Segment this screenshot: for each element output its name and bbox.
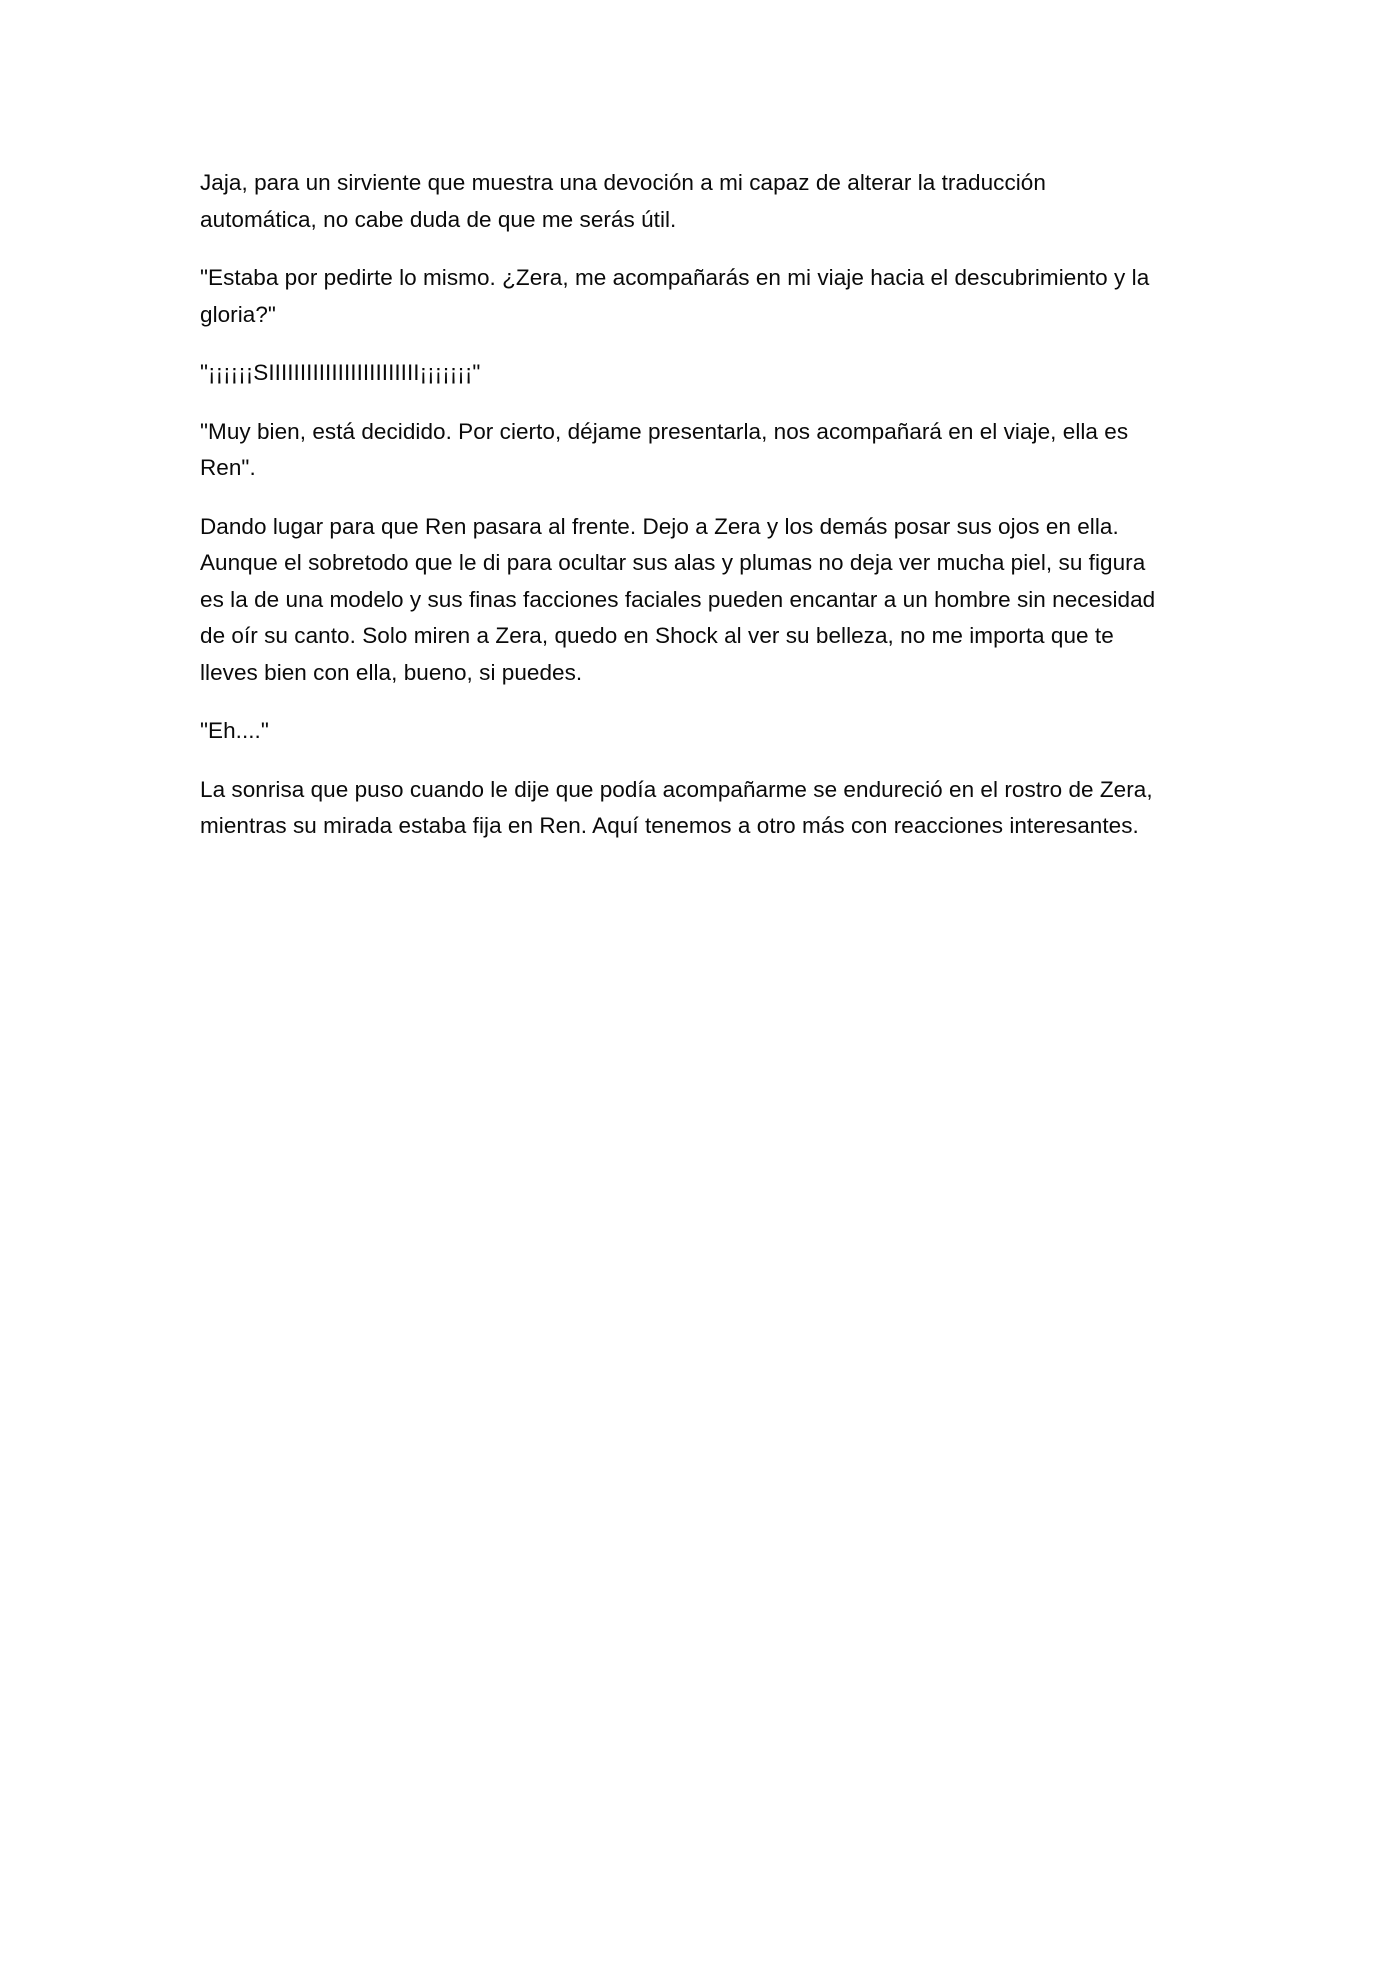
paragraph: Dando lugar para que Ren pasara al frente. Dejo a Zera y los demás posar sus ojos en ella. Aunque el sobretodo que le di para ocultar sus alas y plumas no deja ver mucha piel, su figura es la de una modelo y sus finas facciones faciales pueden encantar a un hombre sin necesidad de oír su canto. Solo miren a Zera, quedo en Shock al ver su belleza, no me importa que te lleves bien con ella, bueno, si puedes.: [200, 513, 1156, 685]
paragraph: "Eh....": [200, 718, 269, 743]
document-body: [200, 165, 1200, 867]
paragraph: "Estaba por pedirte lo mismo. ¿Zera, me acompañarás en mi viaje hacia el descubrimiento y la gloria?": [200, 265, 1150, 327]
paragraph: "¡¡¡¡¡¡SIIIIIIIIIIIIIIIIIIIIIIII¡¡¡¡¡¡¡": [200, 360, 481, 385]
paragraph: La sonrisa que puso cuando le dije que podía acompañarme se endureció en el rostro de Zera, mientras su mirada estaba fija en Ren. Aquí tenemos a otro más con reacciones interesantes.: [200, 776, 1153, 838]
paragraph: "Muy bien, está decidido. Por cierto, déjame presentarla, nos acompañará en el viaje, ella es Ren".: [200, 418, 1129, 480]
paragraph: Jaja, para un sirviente que muestra una devoción a mi capaz de alterar la traducción automática, no cabe duda de que me serás útil.: [200, 170, 1046, 232]
